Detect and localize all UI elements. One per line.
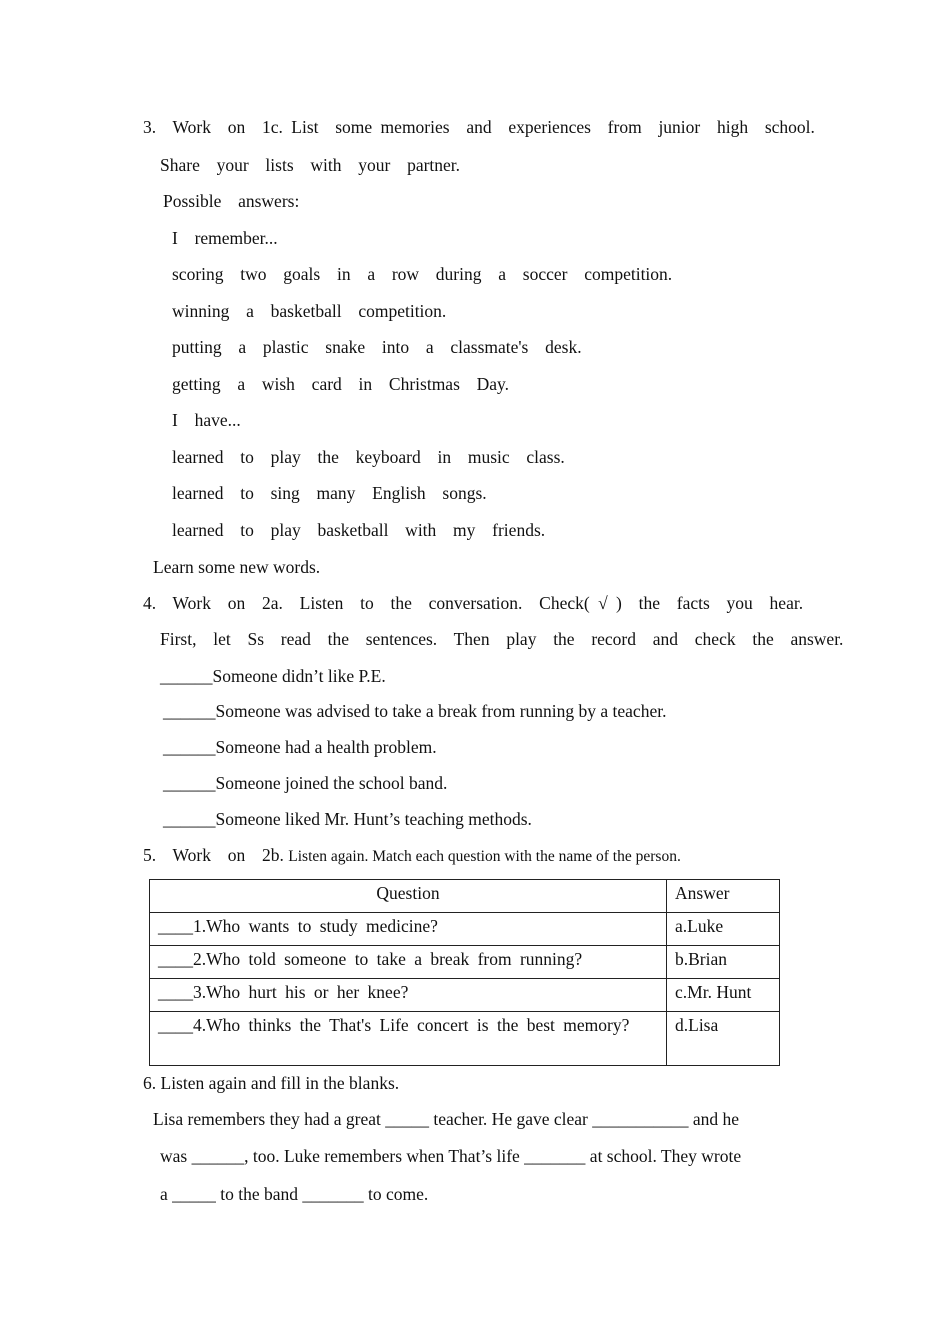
fact-item: ______Someone didn’t like P.E. <box>160 666 386 686</box>
new-words-note: Learn some new words. <box>153 557 321 577</box>
answer-cell: d.Lisa <box>667 1012 780 1066</box>
table-row <box>150 979 780 1012</box>
question-header: Question <box>150 880 667 913</box>
table-header-row <box>150 880 780 913</box>
section3-instruction: Share your lists with your partner. <box>160 155 461 175</box>
section5-heading <box>143 847 681 865</box>
section4-heading: 4. Work on 2a. Listen to the conversation. Check( √ ) the facts you hear. <box>143 593 804 613</box>
possible-answers-label: Possible answers: <box>163 191 300 211</box>
have-item: learned to sing many English songs. <box>172 483 487 503</box>
fact-item: ______Someone had a health problem. <box>163 737 437 757</box>
answer-header: Answer <box>667 880 780 913</box>
answer-cell: c.Mr. Hunt <box>667 979 780 1012</box>
have-item: learned to play the keyboard in music class. <box>172 447 565 467</box>
remember-item: scoring two goals in a row during a soccer competition. <box>172 264 673 284</box>
table-row <box>150 1012 780 1066</box>
section6-heading: 6. Listen again and fill in the blanks. <box>143 1073 400 1093</box>
fact-item: ______Someone was advised to take a break from running by a teacher. <box>163 701 667 721</box>
remember-item: getting a wish card in Christmas Day. <box>172 374 510 394</box>
fill-blank-line: a _____ to the band _______ to come. <box>160 1184 429 1204</box>
remember-label: I remember... <box>172 228 278 248</box>
question-cell: ____4.Who thinks the That's Life concert is the best memory? <box>150 1012 667 1066</box>
answer-cell: b.Brian <box>667 946 780 979</box>
section3-heading: 3. Work on 1c. List some memories and experiences from junior high school. <box>143 117 815 137</box>
fill-blank-line: was ______, too. Luke remembers when That’s life _______ at school. They wrote <box>160 1146 742 1166</box>
answer-cell: a.Luke <box>667 913 780 946</box>
fact-item: ______Someone joined the school band. <box>163 773 448 793</box>
section4-instruction: First, let Ss read the sentences. Then play the record and check the answer. <box>160 629 844 649</box>
fill-blank-line: Lisa remembers they had a great _____ teacher. He gave clear ___________ and he <box>153 1109 740 1129</box>
remember-item: putting a plastic snake into a classmate's desk. <box>172 337 582 357</box>
question-cell: ____2.Who told someone to take a break from running? <box>150 946 667 979</box>
table-row <box>150 946 780 979</box>
table-row <box>150 913 780 946</box>
question-cell: ____3.Who hurt his or her knee? <box>150 979 667 1012</box>
question-cell: ____1.Who wants to study medicine? <box>150 913 667 946</box>
remember-item: winning a basketball competition. <box>172 301 447 321</box>
have-label: I have... <box>172 410 241 430</box>
matching-table <box>149 879 780 1066</box>
fact-item: ______Someone liked Mr. Hunt’s teaching methods. <box>163 809 532 829</box>
section5-heading-prefix: 5. Work on 2b. <box>143 845 284 865</box>
have-item: learned to play basketball with my friends. <box>172 520 546 540</box>
section5-heading-rest: Listen again. Match each question with the name of the person. <box>288 848 681 865</box>
